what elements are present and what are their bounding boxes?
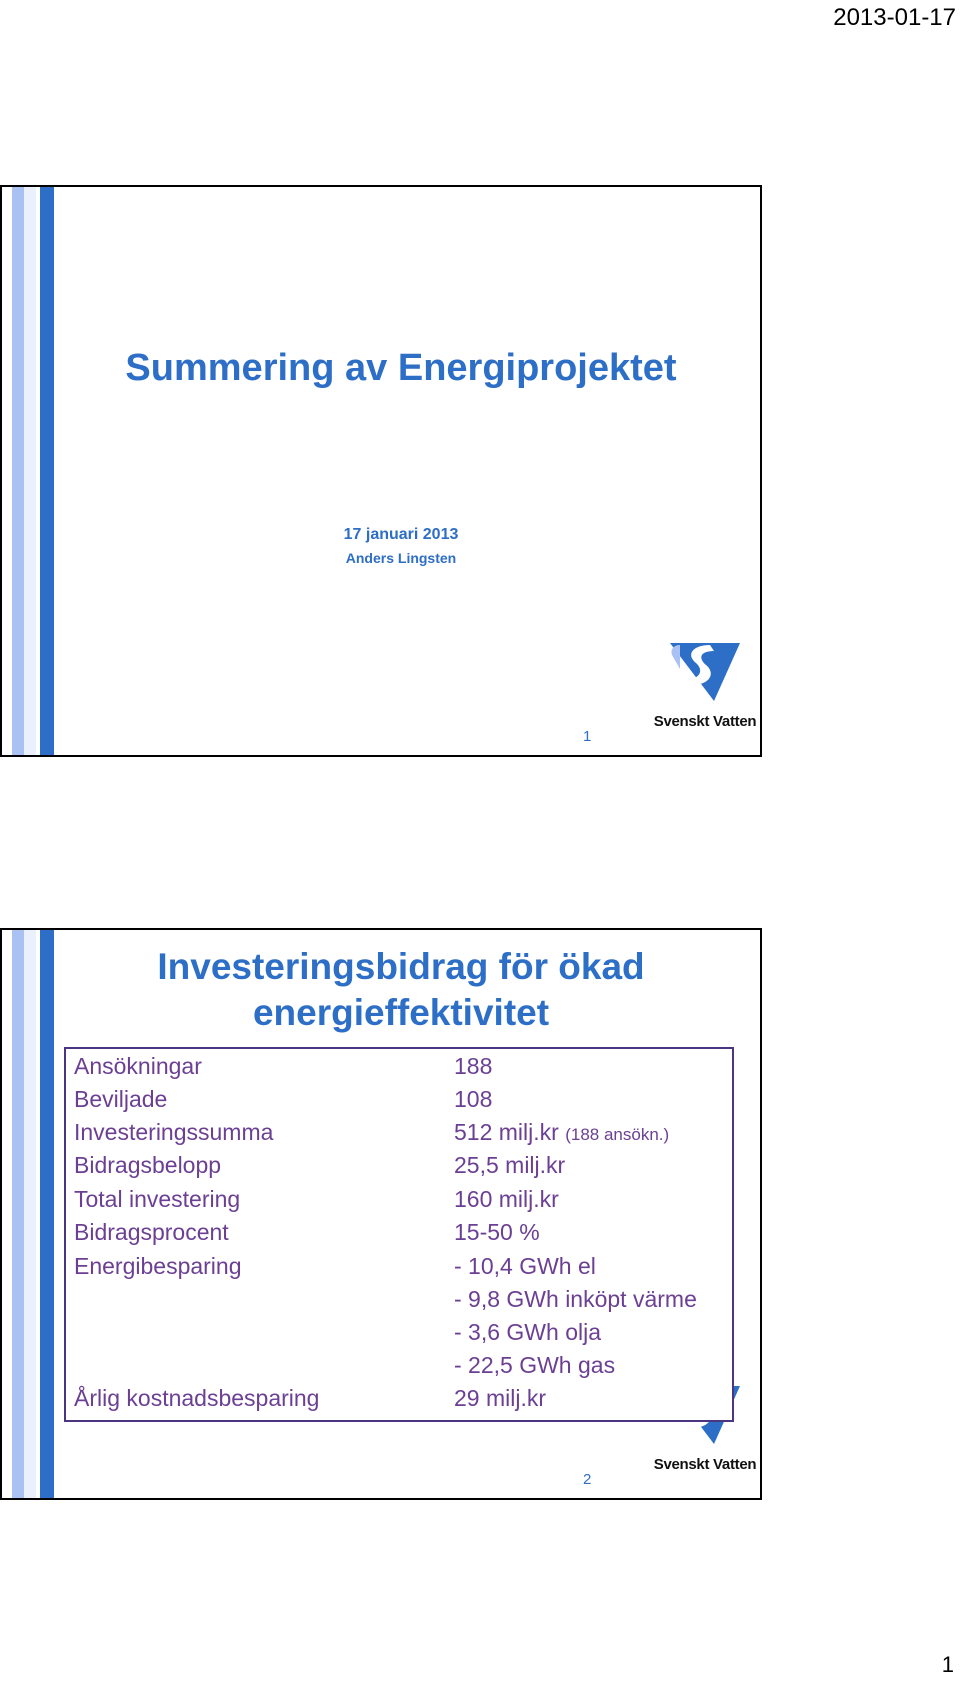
row-value: 512 milj.kr (188 ansökn.) [454, 1119, 670, 1145]
slide-number: 2 [583, 1471, 592, 1488]
row-value: - 22,5 GWh gas [454, 1352, 616, 1378]
decorative-stripe [40, 187, 54, 755]
decorative-stripe [12, 187, 24, 755]
slide-number: 1 [583, 728, 592, 745]
table-row [74, 1152, 221, 1179]
row-label: Beviljade [74, 1086, 168, 1112]
row-value: 15-50 % [454, 1219, 540, 1245]
slide-1 [0, 185, 762, 757]
row-value: - 3,6 GWh olja [454, 1319, 601, 1345]
page-number: 1 [941, 1652, 954, 1677]
row-label: Total investering [74, 1186, 241, 1212]
row-value: 29 milj.kr [454, 1385, 547, 1411]
row-label: Bidragsprocent [74, 1219, 229, 1245]
row-value: 188 [454, 1053, 493, 1079]
slide-2 [0, 928, 762, 1500]
row-value: - 9,8 GWh inköpt värme [454, 1286, 697, 1312]
logo-wordmark: Svenskt Vatten [653, 1456, 757, 1473]
logo-mark-icon [670, 639, 740, 703]
row-label: Bidragsbelopp [74, 1152, 222, 1178]
slide-title-line-2: energieffektivitet [252, 992, 550, 1033]
row-value: 108 [454, 1086, 493, 1112]
row-value: 25,5 milj.kr [454, 1152, 566, 1178]
table-row [74, 1086, 167, 1113]
page-date: 2013-01-17 [833, 4, 956, 31]
decorative-stripe [12, 930, 24, 1498]
row-label: Energibesparing [74, 1253, 242, 1279]
table-row [74, 1119, 273, 1146]
row-label: Investeringssumma [74, 1119, 274, 1145]
logo-wordmark: Svenskt Vatten [653, 713, 757, 730]
decorative-stripe [24, 930, 36, 1498]
table-row [74, 1186, 240, 1213]
table-row [74, 1385, 319, 1412]
row-note: (188 ansökn.) [565, 1125, 670, 1144]
row-value: - 10,4 GWh el [454, 1253, 596, 1279]
table-row [74, 1053, 202, 1080]
summary-table [64, 1047, 734, 1422]
presentation-date: 17 januari 2013 [343, 526, 459, 543]
row-label: Ansökningar [74, 1053, 202, 1079]
row-label: Årlig kostnadsbesparing [74, 1385, 320, 1411]
table-row [74, 1253, 242, 1280]
slide-title [62, 944, 740, 1036]
table-row [74, 1219, 229, 1246]
svenskt-vatten-logo [652, 639, 758, 729]
decorative-stripe [24, 187, 36, 755]
presentation-author: Anders Lingsten [345, 550, 457, 566]
slide-title: Summering av Energiprojektet [125, 347, 677, 389]
slide-title-line-1: Investeringsbidrag för ökad [157, 946, 645, 987]
row-value: 160 milj.kr [454, 1186, 559, 1212]
decorative-stripe [40, 930, 54, 1498]
